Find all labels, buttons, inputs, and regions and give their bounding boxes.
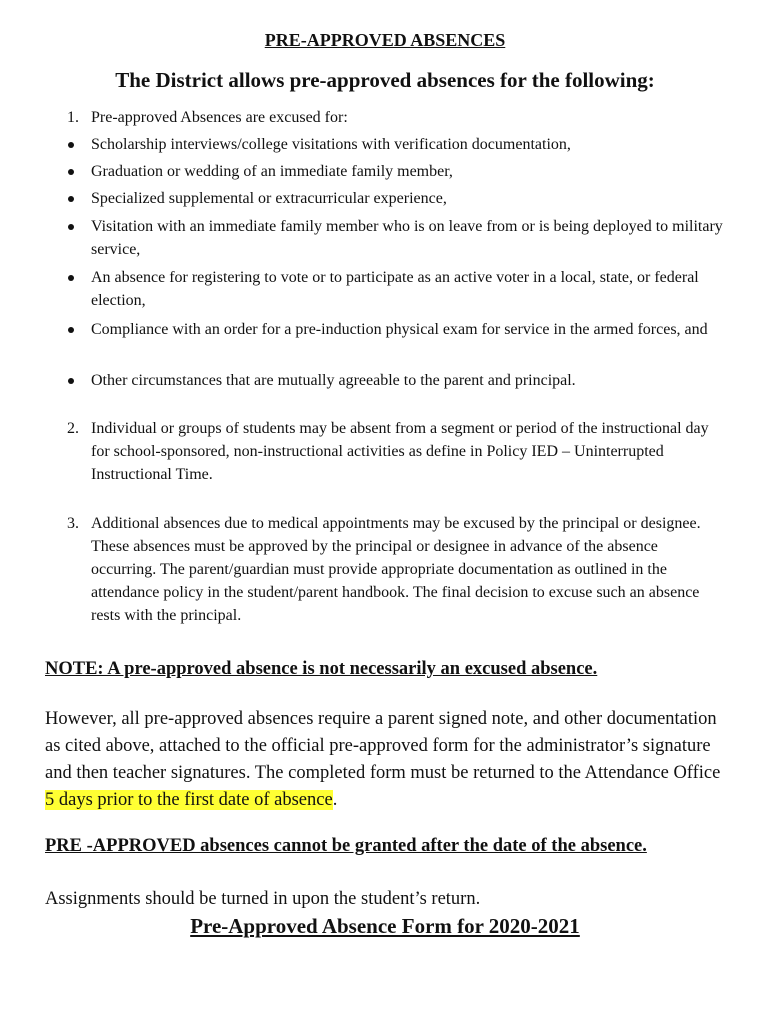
bullet-text: Visitation with an immediate family member who is on leave from or is being deployed to military service, [91, 218, 723, 258]
bullet-icon [68, 224, 74, 230]
form-title: Pre-Approved Absence Form for 2020-2021 [190, 914, 580, 938]
bullet-icon [68, 196, 74, 202]
bullet-text: Graduation or wedding of an immediate family member, [91, 163, 453, 180]
bullet-text: Other circumstances that are mutually agreeable to the parent and principal. [91, 372, 576, 389]
bullet-item [68, 318, 728, 341]
item-number: 2. [67, 420, 79, 437]
deadline-highlight: 5 days prior to the first date of absence [45, 790, 333, 810]
bullet-icon [68, 378, 74, 384]
intro-heading: The District allows pre-approved absences for the following: [115, 68, 655, 92]
bullet-item [68, 187, 728, 210]
bullet-text: An absence for registering to vote or to participate as an active voter in a local, state, or federal election, [91, 269, 699, 309]
list-item-2 [67, 417, 727, 486]
bullet-item [68, 215, 728, 261]
item-number: 3. [67, 515, 79, 532]
document-title: PRE-APPROVED ABSENCES [264, 30, 506, 50]
list-item-3 [67, 512, 727, 627]
bullet-text: Scholarship interviews/college visitations with verification documentation, [91, 136, 571, 153]
note-heading: NOTE: A pre-approved absence is not necessarily an excused absence. [45, 659, 598, 679]
note-body-text: However, all pre-approved absences require a parent signed note, and other documentation as cited above, attached to the official pre-approved form for the administrator’s signature and then teacher signatures. The completed form must be returned to the Attendance Office [45, 709, 721, 783]
bullet-text: Specialized supplemental or extracurricular experience, [91, 190, 447, 207]
restriction-heading: PRE -APPROVED absences cannot be granted after the date of the absence. [45, 836, 647, 856]
bullet-item [68, 369, 728, 392]
bullet-item [68, 266, 728, 312]
item-number: 1. [67, 109, 79, 126]
item-text: Individual or groups of students may be absent from a segment or period of the instructional day for school-sponsored, non-instructional activities as define in Policy IED – Uninterrupted Instructional Time. [91, 420, 709, 483]
bullet-icon [68, 275, 74, 281]
bullet-item [68, 160, 728, 183]
restriction-text: Assignments should be turned in upon the student’s return. [45, 889, 481, 909]
note-body [45, 706, 725, 814]
bullet-icon [68, 169, 74, 175]
bullet-icon [68, 142, 74, 148]
bullet-text: Compliance with an order for a pre-induction physical exam for service in the armed forces, and [91, 321, 708, 338]
bullet-item [68, 133, 728, 156]
bullet-icon [68, 327, 74, 333]
note-body-end: . [332, 790, 338, 810]
item-text: Additional absences due to medical appointments may be excused by the principal or designee. These absences must be approved by the principal or designee in advance of the absence occurring. The parent/guardian must provide appropriate documentation as outlined in the attendance policy in the student/parent handbook. The final decision to excuse such an absence rests with the principal. [91, 515, 701, 624]
item-text: Pre-approved Absences are excused for: [91, 109, 348, 126]
